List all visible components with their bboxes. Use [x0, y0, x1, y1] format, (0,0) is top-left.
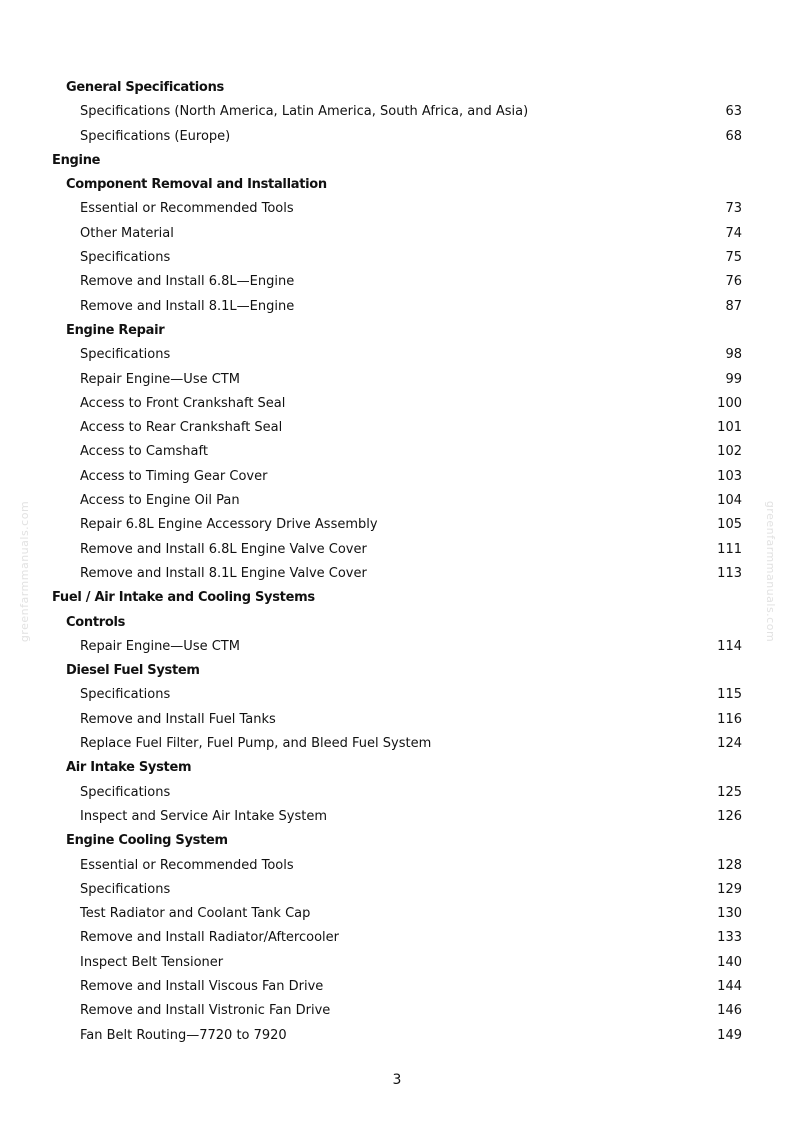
table-of-contents	[0, 76, 794, 1048]
toc-entry-title: Test Radiator and Coolant Tank Cap	[80, 906, 311, 922]
toc-entry-page: 115	[717, 687, 742, 703]
toc-entry[interactable]	[0, 368, 794, 392]
toc-entry[interactable]	[0, 805, 794, 829]
toc-entry-page: 101	[717, 420, 742, 436]
toc-entry[interactable]	[0, 222, 794, 246]
toc-entry-page: 114	[717, 638, 742, 654]
toc-heading	[0, 173, 794, 197]
toc-entry-title: Specifications	[80, 881, 171, 897]
toc-entry-title: Fan Belt Routing—7720 to 7920	[80, 1027, 287, 1043]
toc-entry-title: Component Removal and Installation	[66, 177, 327, 193]
toc-entry-page: 129	[717, 881, 742, 897]
toc-entry[interactable]	[0, 465, 794, 489]
toc-entry-title: Replace Fuel Filter, Fuel Pump, and Bleed Fuel System	[80, 736, 432, 752]
toc-entry[interactable]	[0, 197, 794, 221]
toc-entry-title: Access to Engine Oil Pan	[80, 493, 240, 509]
toc-entry[interactable]	[0, 489, 794, 513]
toc-entry-title: Remove and Install 6.8L Engine Valve Cover	[80, 541, 367, 557]
toc-entry[interactable]	[0, 416, 794, 440]
toc-entry-page: 103	[717, 468, 742, 484]
toc-entry-title: Access to Rear Crankshaft Seal	[80, 420, 283, 436]
toc-entry-title: Fuel / Air Intake and Cooling Systems	[52, 590, 315, 606]
toc-entry-title: Specifications	[80, 687, 171, 703]
toc-entry-title: Engine	[52, 152, 101, 168]
toc-entry-title: Specifications (Europe)	[80, 128, 231, 144]
toc-entry-page: 98	[725, 347, 742, 363]
toc-heading	[0, 149, 794, 173]
toc-entry[interactable]	[0, 562, 794, 586]
toc-entry-title: Remove and Install 6.8L—Engine	[80, 274, 295, 290]
toc-entry-page: 102	[717, 444, 742, 460]
toc-entry[interactable]	[0, 100, 794, 124]
toc-entry-page: 113	[717, 565, 742, 581]
toc-entry[interactable]	[0, 999, 794, 1023]
toc-entry[interactable]	[0, 440, 794, 464]
toc-entry-title: Other Material	[80, 225, 174, 241]
toc-heading	[0, 611, 794, 635]
toc-entry-title: Essential or Recommended Tools	[80, 201, 294, 217]
toc-entry-title: Repair Engine—Use CTM	[80, 371, 240, 387]
toc-entry[interactable]	[0, 708, 794, 732]
toc-entry[interactable]	[0, 951, 794, 975]
toc-entry[interactable]	[0, 538, 794, 562]
toc-entry[interactable]	[0, 270, 794, 294]
toc-entry-page: 128	[717, 857, 742, 873]
toc-entry[interactable]	[0, 635, 794, 659]
toc-entry[interactable]	[0, 854, 794, 878]
toc-entry[interactable]	[0, 683, 794, 707]
toc-entry[interactable]	[0, 246, 794, 270]
toc-entry-title: Specifications (North America, Latin America, South Africa, and Asia)	[80, 104, 529, 120]
toc-entry[interactable]	[0, 392, 794, 416]
toc-entry-page: 63	[725, 104, 742, 120]
toc-heading	[0, 76, 794, 100]
toc-entry-page: 133	[717, 930, 742, 946]
toc-entry-page: 75	[725, 250, 742, 266]
toc-entry-page: 111	[717, 541, 742, 557]
toc-heading	[0, 756, 794, 780]
page-number: 3	[392, 1072, 402, 1088]
toc-entry[interactable]	[0, 295, 794, 319]
toc-heading	[0, 319, 794, 343]
toc-entry[interactable]	[0, 1024, 794, 1048]
watermark-right: greenfarmmanuals.com	[764, 500, 778, 643]
toc-entry-page: 76	[725, 274, 742, 290]
toc-entry-title: Remove and Install Radiator/Aftercooler	[80, 930, 340, 946]
toc-entry-title: General Specifications	[66, 80, 224, 95]
toc-entry-title: Air Intake System	[66, 760, 192, 776]
toc-entry-title: Access to Front Crankshaft Seal	[80, 395, 286, 411]
toc-entry-title: Remove and Install Viscous Fan Drive	[80, 978, 324, 994]
toc-entry[interactable]	[0, 878, 794, 902]
toc-entry-page: 68	[725, 128, 742, 144]
toc-entry-page: 99	[725, 371, 742, 387]
toc-entry[interactable]	[0, 975, 794, 999]
toc-entry-page: 125	[717, 784, 742, 800]
toc-entry-title: Engine Cooling System	[66, 833, 228, 849]
toc-entry-page: 87	[725, 298, 742, 314]
toc-entry[interactable]	[0, 343, 794, 367]
toc-entry-title: Engine Repair	[66, 322, 165, 338]
toc-heading	[0, 659, 794, 683]
toc-entry[interactable]	[0, 513, 794, 537]
toc-entry-title: Remove and Install Vistronic Fan Drive	[80, 1003, 331, 1019]
toc-entry-title: Access to Camshaft	[80, 444, 208, 460]
toc-entry-title: Inspect and Service Air Intake System	[80, 808, 328, 824]
toc-entry-title: Specifications	[80, 347, 171, 363]
toc-entry[interactable]	[0, 781, 794, 805]
toc-entry-title: Access to Timing Gear Cover	[80, 468, 268, 484]
toc-heading	[0, 586, 794, 610]
toc-entry-title: Specifications	[80, 784, 171, 800]
toc-entry-title: Remove and Install Fuel Tanks	[80, 711, 276, 727]
toc-entry-title: Repair Engine—Use CTM	[80, 638, 240, 654]
toc-entry-page: 74	[725, 225, 742, 241]
toc-entry-title: Specifications	[80, 250, 171, 266]
toc-entry-title: Essential or Recommended Tools	[80, 857, 294, 873]
toc-entry-page: 105	[717, 517, 742, 533]
toc-entry-page: 126	[717, 808, 742, 824]
toc-entry[interactable]	[0, 732, 794, 756]
toc-entry-page: 146	[717, 1003, 742, 1019]
toc-entry-title: Inspect Belt Tensioner	[80, 954, 224, 970]
toc-entry-page: 140	[717, 954, 742, 970]
toc-entry[interactable]	[0, 926, 794, 950]
toc-heading	[0, 829, 794, 853]
toc-entry-title: Repair 6.8L Engine Accessory Drive Assembly	[80, 517, 378, 533]
toc-entry-title: Remove and Install 8.1L—Engine	[80, 298, 295, 314]
toc-entry-page: 73	[725, 201, 742, 217]
toc-entry-page: 144	[717, 978, 742, 994]
toc-entry-title: Remove and Install 8.1L Engine Valve Cover	[80, 565, 367, 581]
toc-entry-page: 130	[717, 906, 742, 922]
watermark-left: greenfarmmanuals.com	[18, 500, 32, 643]
toc-entry-page: 124	[717, 736, 742, 752]
toc-entry-title: Diesel Fuel System	[66, 663, 200, 679]
toc-entry-page: 116	[717, 711, 742, 727]
toc-entry-title: Controls	[66, 614, 126, 630]
toc-entry-page: 104	[717, 493, 742, 509]
toc-entry-page: 100	[717, 395, 742, 411]
toc-entry[interactable]	[0, 125, 794, 149]
toc-entry-page: 149	[717, 1027, 742, 1043]
toc-entry[interactable]	[0, 902, 794, 926]
